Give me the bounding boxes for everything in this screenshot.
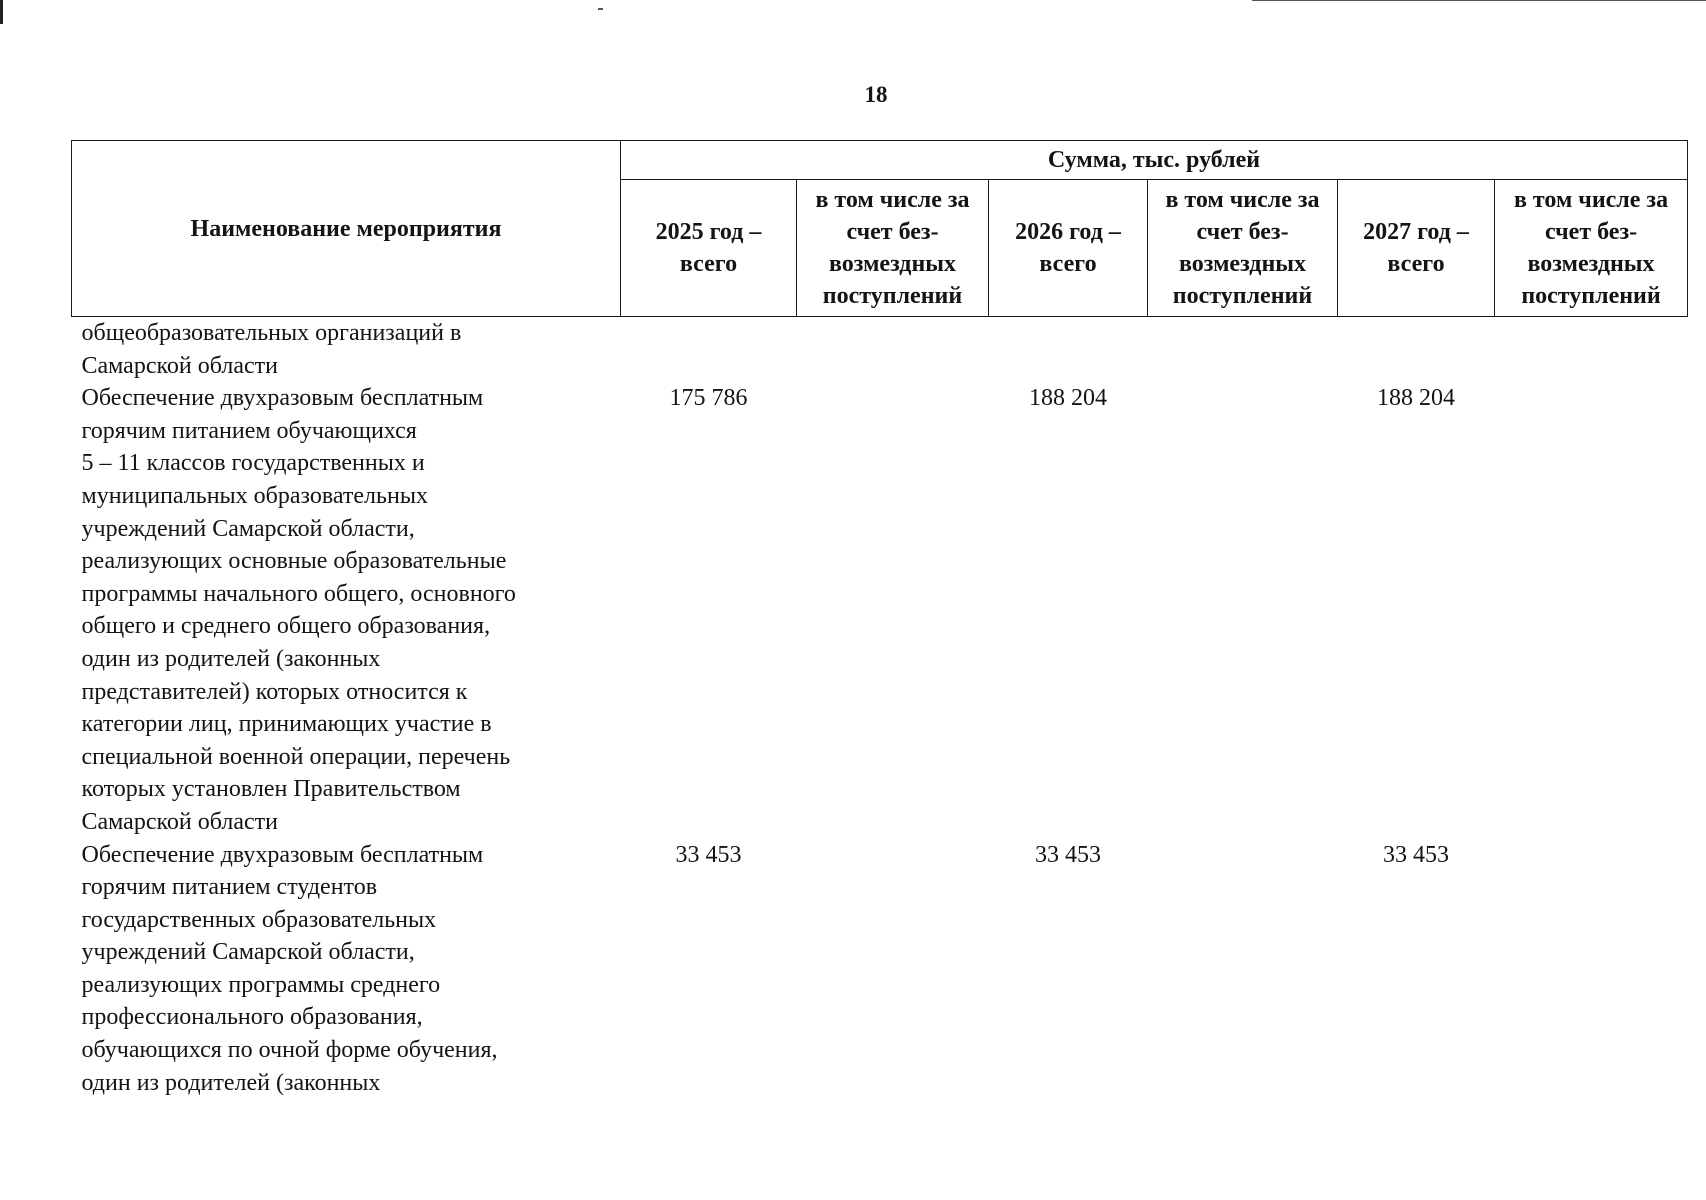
cell-2026-grants: [1148, 839, 1338, 1100]
header-row-group: [72, 141, 1688, 180]
cell-2026-grants: [1148, 382, 1338, 838]
cell-2026-total: 188 204: [1029, 385, 1107, 412]
row-name-line: один из родителей (законных: [81, 645, 381, 672]
row-name-line: Обеспечение двухразовым бесплатным: [81, 841, 484, 868]
row-name-line: 5 – 11 классов государственных и: [81, 450, 425, 477]
row-name: [72, 839, 621, 1100]
scan-dash-mark: [598, 8, 603, 10]
row-name-line: Самарской области: [81, 352, 278, 379]
row-name: [72, 382, 621, 838]
row-name-line: учреждений Самарской области,: [81, 939, 415, 966]
scan-top-line: [1252, 0, 1706, 1]
header-name-column: Наименование мероприятия: [72, 141, 621, 317]
header-2026-total: 2026 год – всего: [989, 180, 1148, 317]
budget-table: [71, 140, 1688, 1099]
page-number: 18: [864, 82, 888, 107]
cell-2026-total: 33 453: [1035, 841, 1101, 868]
row-name-line: специальной военной операции, перечень: [81, 743, 511, 770]
cell-2027-grants: [1495, 317, 1688, 383]
row-name-line: категории лиц, принимающих участие в: [81, 711, 492, 738]
row-name-line: реализующих основные образовательные: [81, 548, 507, 575]
table-row: [72, 839, 1688, 1100]
row-name-line: государственных образовательных: [81, 906, 437, 933]
row-name-line: реализующих программы среднего: [81, 971, 441, 998]
row-name-line: программы начального общего, основного: [81, 580, 516, 607]
header-sum-group: Сумма, тыс. рублей: [621, 141, 1688, 180]
cell-2027-grants: [1495, 382, 1688, 838]
row-name-line: учреждений Самарской области,: [81, 515, 415, 542]
cell-2027-grants: [1495, 839, 1688, 1100]
row-name-line: Обеспечение двухразовым бесплатным: [81, 385, 484, 412]
header-2025-total: 2025 год – всего: [621, 180, 797, 317]
header-2027-total: 2027 год – всего: [1338, 180, 1495, 317]
row-name-line: общеобразовательных организаций в: [81, 320, 462, 346]
cell-2025-grants: [797, 382, 989, 838]
row-name-line: которых установлен Правительством: [81, 776, 461, 803]
cell-2027-total: [1338, 317, 1495, 383]
header-2027-grants: в том числе за счет без-возмездных поступлений: [1495, 180, 1688, 317]
header-2026-grants: в том числе за счет без-возмездных поступлений: [1148, 180, 1338, 317]
scan-edge-mark: [0, 0, 3, 24]
cell-2027-total: 33 453: [1383, 841, 1449, 868]
row-name-line: горячим питанием обучающихся: [81, 417, 417, 444]
row-name-line: Самарской области: [81, 808, 278, 835]
cell-2026-total: [989, 317, 1148, 383]
cell-2025-total: [621, 317, 797, 383]
cell-2027-total: 188 204: [1377, 385, 1455, 412]
table-row: [72, 382, 1688, 838]
row-name-line: горячим питанием студентов: [81, 874, 378, 901]
header-2025-grants: в том числе за счет без-возмездных поступлений: [797, 180, 989, 317]
row-name: [72, 317, 621, 383]
row-name-line: профессионального образования,: [81, 1004, 423, 1031]
cell-2025-total: 33 453: [675, 841, 742, 868]
table-row: [72, 317, 1688, 383]
cell-2025-grants: [797, 317, 989, 383]
row-name-line: обучающихся по очной форме обучения,: [81, 1037, 498, 1064]
cell-2025-total: 175 786: [669, 385, 748, 412]
row-name-line: муниципальных образовательных: [81, 482, 428, 509]
cell-2026-grants: [1148, 317, 1338, 383]
cell-2025-grants: [797, 839, 989, 1100]
row-name-line: общего и среднего общего образования,: [81, 613, 491, 640]
row-name-line: представителей) которых относится к: [81, 678, 468, 705]
row-name-line: один из родителей (законных: [81, 1069, 381, 1096]
